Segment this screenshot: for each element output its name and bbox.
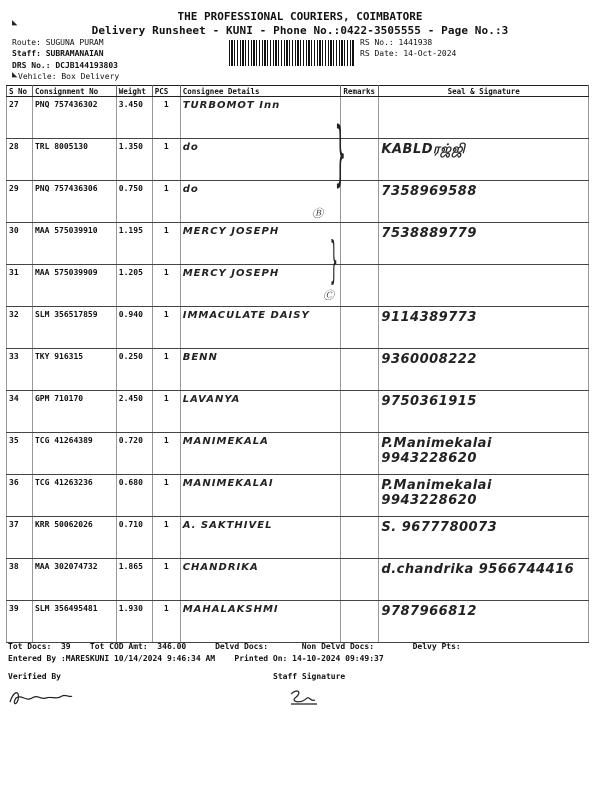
row-signature (379, 433, 589, 475)
row-consignment: TKY 916315 (32, 349, 116, 391)
row-consignee: MAHALAKSHMI (180, 601, 341, 643)
row-remarks (341, 517, 379, 559)
row-signature (379, 97, 589, 139)
row-pcs: 1 (152, 223, 180, 265)
row-consignment: SLM 356495481 (32, 601, 116, 643)
row-consignment: GPM 710170 (32, 391, 116, 433)
col-signature: Seal & Signature (379, 86, 589, 97)
row-sno: 32 (7, 307, 33, 349)
bracket-mark-2: } (329, 231, 338, 289)
table-row (7, 97, 589, 139)
table-row (7, 391, 589, 433)
circled-mark-1: Ⓑ (312, 207, 323, 220)
rs-number: RS No.: 1441938 (360, 38, 433, 47)
row-sno: 35 (7, 433, 33, 475)
signature-text: KABLDரஜ்ஜி (381, 142, 466, 157)
table-row (7, 517, 589, 559)
row-weight: 0.750 (116, 181, 152, 223)
row-consignee: MANIMEKALAI (180, 475, 341, 517)
row-signature (379, 181, 589, 223)
row-signature (379, 391, 589, 433)
table-row (7, 475, 589, 517)
row-consignment: PNQ 757436302 (32, 97, 116, 139)
row-signature (379, 475, 589, 517)
row-pcs: 1 (152, 349, 180, 391)
row-pcs: 1 (152, 181, 180, 223)
row-weight: 1.865 (116, 559, 152, 601)
staff-signature (285, 686, 325, 708)
row-consignee: CHANDRIKA (180, 559, 341, 601)
row-consignee: MERCY JOSEPH (180, 265, 341, 307)
signature-text: 7358969588 (381, 184, 477, 199)
row-signature (379, 349, 589, 391)
col-weight: Weight (116, 86, 152, 97)
signature-text: d.chandrika 9566744416 (381, 562, 575, 577)
row-sno: 36 (7, 475, 33, 517)
row-consignment: KRR 50062026 (32, 517, 116, 559)
row-signature (379, 223, 589, 265)
row-sno: 34 (7, 391, 33, 433)
signature-text: P.Manimekalai 9943228620 (381, 478, 492, 508)
signature-text: 9750361915 (381, 394, 477, 409)
col-consignment: Consignment No (32, 86, 116, 97)
row-weight: 0.940 (116, 307, 152, 349)
barcode-image (229, 40, 354, 66)
row-consignee: do (180, 181, 341, 223)
row-remarks (341, 181, 379, 223)
row-sno: 27 (7, 97, 33, 139)
row-sno: 38 (7, 559, 33, 601)
circled-mark-2: Ⓒ (323, 289, 334, 302)
table-row (7, 265, 589, 307)
row-signature (379, 559, 589, 601)
corner-mark-bottom: ◣ (12, 70, 18, 80)
table-row (7, 559, 589, 601)
staff-signature-label: Staff Signature (273, 672, 346, 681)
table-row (7, 601, 589, 643)
row-sno: 31 (7, 265, 33, 307)
row-consignment: MAA 575039910 (32, 223, 116, 265)
row-consignee: TURBOMOT Inn (180, 97, 341, 139)
row-sno: 28 (7, 139, 33, 181)
row-sno: 33 (7, 349, 33, 391)
row-consignee: LAVANYA (180, 391, 341, 433)
table-row (7, 223, 589, 265)
row-pcs: 1 (152, 265, 180, 307)
row-pcs: 1 (152, 307, 180, 349)
row-consignment: MAA 302074732 (32, 559, 116, 601)
row-weight: 2.450 (116, 391, 152, 433)
table-row (7, 181, 589, 223)
row-remarks (341, 97, 379, 139)
verified-by-label: Verified By (8, 672, 61, 681)
table-row (7, 307, 589, 349)
row-consignee: do (180, 139, 341, 181)
drs-number: DRS No.: DCJB144193803 (12, 61, 118, 70)
row-remarks (341, 475, 379, 517)
row-pcs: 1 (152, 97, 180, 139)
row-consignment: TCG 41263236 (32, 475, 116, 517)
row-remarks (341, 307, 379, 349)
row-remarks (341, 391, 379, 433)
row-sno: 37 (7, 517, 33, 559)
row-weight: 0.710 (116, 517, 152, 559)
col-pcs: PCS (152, 86, 180, 97)
row-signature (379, 307, 589, 349)
signature-text: S. 9677780073 (381, 520, 498, 535)
row-signature (379, 601, 589, 643)
row-consignment: MAA 575039909 (32, 265, 116, 307)
row-consignee: MERCY JOSEPH (180, 223, 341, 265)
row-pcs: 1 (152, 475, 180, 517)
row-consignment: TRL 8005130 (32, 139, 116, 181)
signature-text: P.Manimekalai 9943228620 (381, 436, 492, 466)
row-consignee: A. SAKTHIVEL (180, 517, 341, 559)
corner-mark-top: ◣ (12, 18, 18, 28)
company-name: THE PROFESSIONAL COURIERS, COIMBATORE (177, 10, 423, 23)
verified-signature (6, 686, 76, 710)
totals-line: Tot Docs: 39 Tot COD Amt: 346.00 Delvd Docs: Non Delvd Docs: Delvy Pts: (8, 642, 461, 651)
signature-text: 9787966812 (381, 604, 477, 619)
signature-text: 9114389773 (381, 310, 477, 325)
row-consignee: IMMACULATE DAISY (180, 307, 341, 349)
row-remarks (341, 601, 379, 643)
route: Route: SUGUNA PURAM (12, 38, 104, 47)
col-sno: S No (7, 86, 33, 97)
row-remarks (341, 223, 379, 265)
row-weight: 1.205 (116, 265, 152, 307)
row-consignee: BENN (180, 349, 341, 391)
row-pcs: 1 (152, 559, 180, 601)
row-remarks (341, 139, 379, 181)
table-row (7, 139, 589, 181)
row-signature (379, 517, 589, 559)
row-signature (379, 139, 589, 181)
row-pcs: 1 (152, 391, 180, 433)
col-consignee: Consignee Details (180, 86, 341, 97)
row-remarks (341, 433, 379, 475)
row-sno: 30 (7, 223, 33, 265)
row-sno: 29 (7, 181, 33, 223)
row-consignment: TCG 41264389 (32, 433, 116, 475)
row-pcs: 1 (152, 139, 180, 181)
row-weight: 0.250 (116, 349, 152, 391)
row-weight: 1.350 (116, 139, 152, 181)
row-sno: 39 (7, 601, 33, 643)
col-remarks: Remarks (341, 86, 379, 97)
table-row (7, 349, 589, 391)
row-pcs: 1 (152, 433, 180, 475)
row-weight: 0.680 (116, 475, 152, 517)
row-remarks (341, 265, 379, 307)
sheet-title: Delivery Runsheet - KUNI - Phone No.:0422-3505555 - Page No.:3 (91, 24, 509, 37)
entered-by-line: Entered By :MARESKUNI 10/14/2024 9:46:34 AM Printed On: 14-10-2024 09:49:37 (8, 654, 384, 663)
table-row (7, 433, 589, 475)
row-consignment: SLM 356517859 (32, 307, 116, 349)
vehicle: Vehicle: Box Delivery (18, 72, 120, 81)
rs-date: RS Date: 14-Oct-2024 (360, 49, 457, 58)
staff: Staff: SUBRAMANAIAN (12, 49, 104, 58)
row-weight: 1.195 (116, 223, 152, 265)
signature-text: 7538889779 (381, 226, 477, 241)
row-pcs: 1 (152, 517, 180, 559)
row-consignment: PNQ 757436306 (32, 181, 116, 223)
row-remarks (341, 349, 379, 391)
row-weight: 0.720 (116, 433, 152, 475)
row-signature (379, 265, 589, 307)
runsheet-table (6, 85, 589, 643)
row-pcs: 1 (152, 601, 180, 643)
row-remarks (341, 559, 379, 601)
row-consignee: MANIMEKALA (180, 433, 341, 475)
table-header (7, 86, 589, 97)
bracket-mark-1: } (334, 112, 346, 194)
row-weight: 1.930 (116, 601, 152, 643)
signature-text: 9360008222 (381, 352, 477, 367)
row-weight: 3.450 (116, 97, 152, 139)
